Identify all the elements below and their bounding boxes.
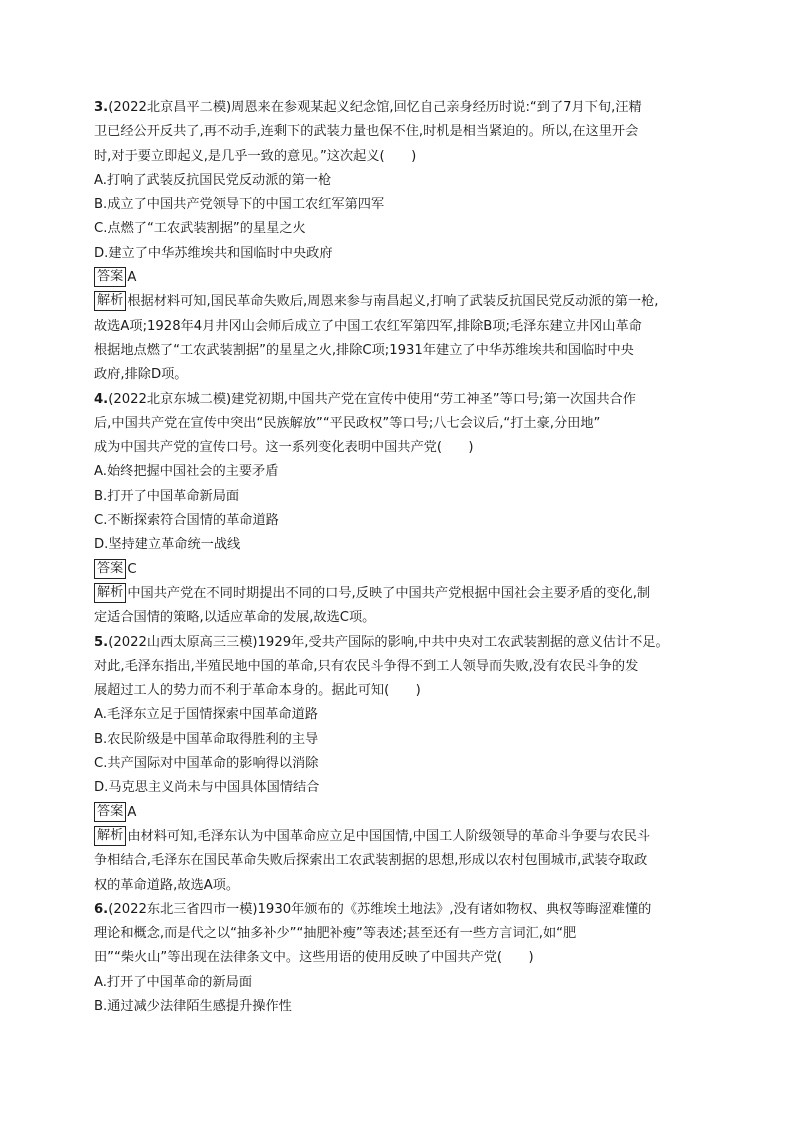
answer-label: 答案 xyxy=(94,267,126,287)
analysis-text: 故选A项;1928年4月井冈山会师后成立了中国工农红军第四军,排除B项;毛泽东建立井冈山革命 xyxy=(94,318,642,334)
question-stem: (2022北京东城二模)建党初期,中国共产党在宣传中使用“劳工神圣”等口号;第一次国共合作 xyxy=(108,391,636,407)
option-d: D.建立了中华苏维埃共和国临时中央政府 xyxy=(94,245,333,261)
question-stem: (2022东北三省四市一模)1930年颁布的《苏维埃土地法》,没有诸如物权、典权等晦涩难懂的 xyxy=(108,901,652,917)
question-5 xyxy=(94,631,714,898)
option-b: B.打开了中国革命新局面 xyxy=(94,488,240,504)
analysis-text: 定适合国情的策略,以适应革命的发展,故选C项。 xyxy=(94,610,376,626)
answer-row xyxy=(94,266,714,290)
answer-label: 答案 xyxy=(94,559,126,579)
analysis-text: 争相结合,毛泽东在国民革命失败后探索出工农武装割据的思想,形成以农村包围城市,武装夺取政 xyxy=(94,853,648,869)
question-3 xyxy=(94,96,714,388)
option-c: C.点燃了“工农武装割据”的星星之火 xyxy=(94,221,306,237)
question-stem: 时,对于要立即起义,是几乎一致的意见。”这次起义( ) xyxy=(94,148,417,164)
question-number: 4. xyxy=(94,391,109,407)
question-number: 3. xyxy=(94,100,109,115)
option-a: A.打响了武装反抗国民党反动派的第一枪 xyxy=(94,172,332,188)
question-stem: 展超过工人的势力而不利于革命本身的。据此可知( ) xyxy=(94,683,421,699)
option-d: D.马克思主义尚未与中国具体国情结合 xyxy=(94,780,320,796)
option-a: A.毛泽东立足于国情探索中国革命道路 xyxy=(94,707,318,723)
question-stem: 理论和概念,而是代之以“抽多补少”“抽肥补瘦”等表述;甚至还有一些方言词汇,如“肥 xyxy=(94,926,577,942)
question-stem: 后,中国共产党在宣传中突出“民族解放”“平民政权”等口号;八七会议后,“打土豪,分田地” xyxy=(94,415,601,431)
analysis-label: 解析 xyxy=(94,291,126,311)
question-4 xyxy=(94,388,714,631)
answer-row xyxy=(94,558,714,582)
answer-value: A xyxy=(127,270,137,286)
answer-label: 答案 xyxy=(94,802,126,822)
question-stem: 卫已经公开反共了,再不动手,连剩下的武装力量也保不住,时机是相当紧迫的。所以,在这里开会 xyxy=(94,124,639,140)
analysis-label: 解析 xyxy=(94,826,126,846)
option-a: A.始终把握中国社会的主要矛盾 xyxy=(94,464,279,480)
analysis-label: 解析 xyxy=(94,583,126,603)
question-number: 5. xyxy=(94,634,109,650)
answer-row xyxy=(94,801,714,825)
question-stem: 成为中国共产党的宣传口号。这一系列变化表明中国共产党( ) xyxy=(94,440,474,456)
answer-value: C xyxy=(127,561,137,577)
analysis-text: 根据地点燃了“工农武装割据”的星星之火,排除C项;1931年建立了中华苏维埃共和国临时中央 xyxy=(94,342,634,358)
question-6 xyxy=(94,898,714,1019)
question-number: 6. xyxy=(94,901,109,917)
option-c: C.共产国际对中国革命的影响得以消除 xyxy=(94,756,319,772)
analysis-text: 中国共产党在不同时期提出不同的口号,反映了中国共产党根据中国社会主要矛盾的变化,制 xyxy=(127,585,651,601)
question-list xyxy=(94,96,714,1019)
analysis-text: 政府,排除D项。 xyxy=(94,367,188,383)
option-b: B.农民阶级是中国革命取得胜利的主导 xyxy=(94,731,319,747)
analysis-text: 权的革命道路,故选A项。 xyxy=(94,877,240,893)
question-stem: (2022北京昌平二模)周恩来在参观某起义纪念馆,回忆自己亲身经历时说:“到了7月下旬,汪精 xyxy=(108,100,642,115)
option-b: B.通过减少法律陌生感提升操作性 xyxy=(94,998,292,1014)
option-b: B.成立了中国共产党领导下的中国工农红军第四军 xyxy=(94,197,385,213)
option-a: A.打开了中国革命的新局面 xyxy=(94,974,253,990)
option-c: C.不断探索符合国情的革命道路 xyxy=(94,513,279,529)
question-stem: (2022山西太原高三三模)1929年,受共产国际的影响,中共中央对工农武装割据的意义估计不足。 xyxy=(108,634,669,650)
option-d: D.坚持建立革命统一战线 xyxy=(94,537,241,553)
question-stem: 对此,毛泽东指出,半殖民地中国的革命,只有农民斗争得不到工人领导而失败,没有农民斗争的发 xyxy=(94,658,639,674)
answer-value: A xyxy=(127,804,137,820)
question-stem: 田”“柴火山”等出现在法律条文中。这些用语的使用反映了中国共产党( ) xyxy=(94,950,534,966)
analysis-text: 根据材料可知,国民革命失败后,周恩来参与南昌起义,打响了武装反抗国民党反动派的第一枪, xyxy=(127,294,659,310)
analysis-text: 由材料可知,毛泽东认为中国革命应立足中国国情,中国工人阶级领导的革命斗争要与农民斗 xyxy=(127,828,651,844)
